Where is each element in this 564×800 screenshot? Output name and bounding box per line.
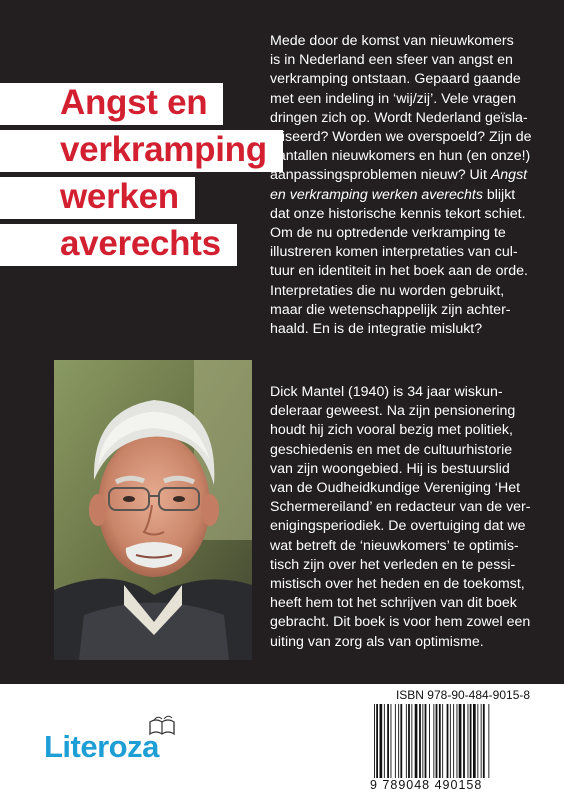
barcode-bar — [470, 704, 472, 778]
title-line-4: averechts — [0, 224, 237, 266]
barcode-bar — [468, 704, 469, 778]
barcode-bar — [463, 704, 465, 778]
barcode-bar — [459, 704, 462, 778]
barcode-bar — [380, 704, 383, 778]
barcode-bar — [376, 704, 378, 778]
barcode-bar — [406, 704, 407, 778]
title-block — [0, 83, 283, 271]
title-line-2: verkramping — [0, 130, 283, 172]
publisher-logo: Literoza — [44, 729, 159, 764]
barcode-bar — [411, 704, 412, 778]
barcode-bar — [374, 704, 375, 778]
barcode-digits: 9 789048 490158 — [370, 778, 483, 792]
barcode-bar — [433, 704, 434, 778]
author-portrait-icon — [54, 360, 252, 660]
barcode — [370, 688, 560, 796]
barcode-bar — [453, 704, 454, 778]
blurb-part1: Mede door de komst van nieuwkomers is in Nederland een sfeer van angst en verkramping ontstaan. Gepaard gaande met een indeling in ‘wij/zij’. Vele vragen dringen zich op. Wordt Nederland geïsla- miseerd? Worden we overspoeld? Zijn de aantallen nieuwkomers en hun (en onze!) aanpassingsproblemen nieuw? Uit — [270, 33, 532, 184]
barcode-bar — [384, 704, 385, 778]
barcode-bar — [442, 704, 443, 778]
author-bio: Dick Mantel (1940) is 34 jaar wiskun- deleraar geweest. Na zijn pensionering houdt hij zich vooral bezig met politiek, geschiedenis en met de cultuurhistorie van zijn woongebied. Hij is bestuurslid van de Oudheidkundige Vereniging ‘Het Schermereiland’ en redacteur van de ver- enigingsperiodiek. De overtuiging dat we wat betreft de ‘nieuwkomers’ te optimis- tisch zijn over het verleden en te pessi- mistisch over het heden en de toekomst, heeft hem tot het schrijven van dit boek gebracht. Dit boek is voor hem zowel een uiting van zorg als van optimisme. — [270, 384, 531, 650]
title-line-3: werken — [0, 177, 195, 219]
blurb-part2: blijkt dat onze historische kennis tekort schiet. Om de nu optredende verkramping te illustreren komen interpretaties van cul- tuur en identiteit in het boek aan de orde. Interpretaties die nu worden gebruikt, maar die wetenschappelijk zijn achter- haald. En is de integratie mislukt? — [270, 186, 528, 338]
barcode-bar — [398, 704, 399, 778]
barcode-bar — [387, 704, 389, 778]
barcode-bar — [450, 704, 451, 778]
title-line-1: Angst en — [0, 83, 223, 125]
barcode-bar — [483, 704, 485, 778]
barcode-bar — [391, 704, 392, 778]
barcode-bar — [457, 704, 458, 778]
blurb-title-italic: Angst en verkramping werken averechts — [270, 167, 528, 203]
book-blurb — [270, 32, 560, 339]
barcode-bar — [422, 704, 423, 778]
barcode-bar — [395, 704, 396, 778]
barcode-bar — [436, 704, 438, 778]
isbn-label: ISBN 978-90-484-9015-8 — [395, 688, 531, 702]
barcode-bar — [488, 704, 489, 778]
barcode-bar — [447, 704, 449, 778]
barcode-bar — [439, 704, 441, 778]
barcode-bar — [419, 704, 421, 778]
barcode-bar — [415, 704, 418, 778]
barcode-bar — [481, 704, 482, 778]
author-photo — [54, 360, 252, 660]
barcode-bar — [408, 704, 410, 778]
barcode-bar — [425, 704, 427, 778]
barcode-bar — [473, 704, 476, 778]
barcode-bar — [477, 704, 478, 778]
barcode-bar — [429, 704, 430, 778]
barcode-bar — [400, 704, 402, 778]
barcode-bars — [374, 704, 556, 778]
